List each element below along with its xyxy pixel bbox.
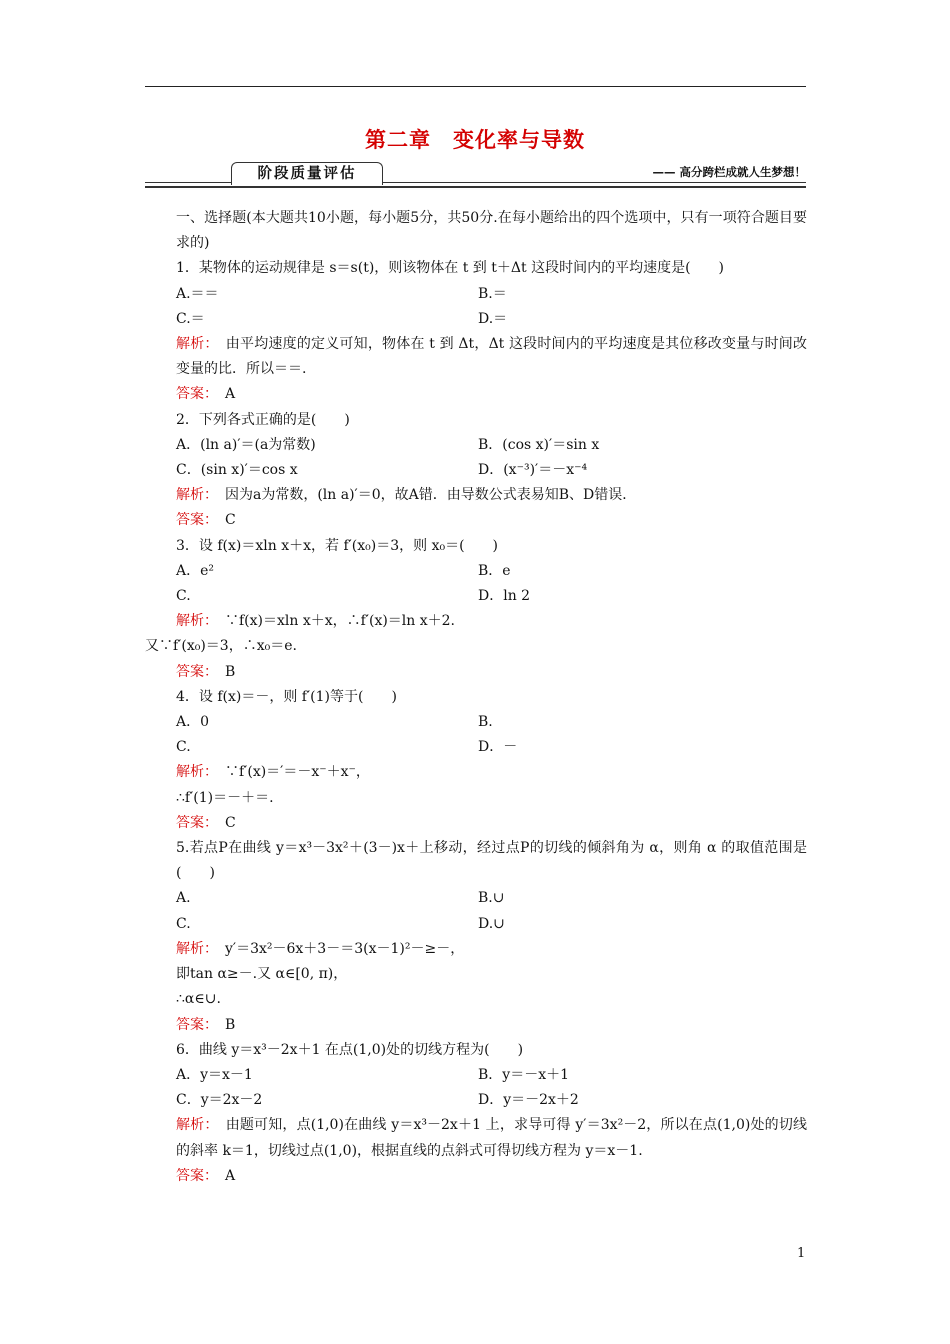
- page-number: 1: [797, 1246, 806, 1261]
- q4-analysis: [145, 760, 807, 785]
- q2-option-d: D．(x⁻³)′＝－x⁻⁴: [478, 462, 588, 479]
- header-rule: [145, 86, 806, 87]
- q3-analysis-line2: 又∵f′(x₀)＝3，∴x₀＝e.: [145, 638, 297, 655]
- q3-options-cd: [145, 584, 807, 609]
- analysis-label: 解析：: [176, 336, 212, 353]
- answer-label: 答案：: [176, 512, 211, 529]
- q1-stem: 1．某物体的运动规律是 s＝s(t)，则该物体在 t 到 t＋Δt 这段时间内的平均速度是( ): [176, 260, 724, 277]
- q1-options-ab: [145, 282, 807, 307]
- q1-option-b: B.＝: [478, 285, 507, 302]
- q5-options-ab: [145, 886, 807, 911]
- q4-option-c: C.: [176, 739, 191, 756]
- banner-slogan: —— 高分跨栏成就人生梦想！: [652, 165, 806, 179]
- q6-analysis: [145, 1113, 807, 1163]
- q2-analysis-text: 因为a为常数，(ln a)′＝0，故A错．由导数公式表易知B、D错误．: [211, 487, 637, 504]
- q6-stem: 6．曲线 y＝x³－2x＋1 在点(1,0)处的切线方程为( ): [176, 1041, 524, 1058]
- q3-option-c: C.: [176, 588, 191, 605]
- q3-option-d: D．ln 2: [478, 588, 531, 605]
- answer-label: 答案：: [176, 663, 211, 680]
- q2-option-a: A．(ln a)′＝(a为常数): [176, 436, 316, 453]
- q4-options-cd: [145, 735, 807, 760]
- q6-options-cd: [145, 1088, 807, 1113]
- q6-option-c: C．y＝2x－2: [176, 1092, 263, 1109]
- q2-option-c: C．(sin x)′＝cos x: [176, 462, 298, 479]
- q3-option-a: A．e²: [176, 562, 215, 579]
- q4-analysis-text: ∵f′(x)＝′＝－x⁻＋x⁻，: [211, 764, 370, 781]
- answer-label: 答案：: [176, 386, 211, 403]
- q5-analysis: [145, 937, 807, 962]
- q2-option-b: B．(cos x)′＝sin x: [478, 436, 600, 453]
- q3-answer: [145, 660, 807, 685]
- q5-option-c: C.: [176, 915, 191, 932]
- q3-answer-value: B: [211, 663, 236, 680]
- q6-option-a: A．y＝x－1: [176, 1066, 253, 1083]
- q2-options-cd: [145, 458, 807, 483]
- q4-option-b: B.: [478, 714, 493, 731]
- q1-analysis-text: 由平均速度的定义可知，物体在 t 到 Δt，Δt 这段时间内的平均速度是其位移改变量与时间改变量的比．所以＝＝.: [176, 336, 807, 378]
- q5-option-b: B.∪: [478, 890, 505, 907]
- analysis-label: 解析：: [176, 487, 211, 504]
- q1-option-c: C.＝: [176, 310, 205, 327]
- q5-analysis-line2: 即tan α≥－.又 α∈[0, π)，: [176, 966, 348, 983]
- q1-option-d: D.＝: [478, 310, 508, 327]
- q2-stem: 2．下列各式正确的是( ): [176, 411, 350, 428]
- q1-options-cd: [145, 307, 807, 332]
- q6-option-b: B．y＝－x＋1: [478, 1066, 569, 1083]
- q1-analysis: [145, 332, 807, 382]
- q5-option-a: A.: [176, 890, 191, 907]
- answer-label: 答案：: [176, 1016, 211, 1033]
- q6-option-d: D．y＝－2x＋2: [478, 1092, 579, 1109]
- analysis-label: 解析：: [176, 940, 211, 957]
- q3-stem: 3．设 f(x)＝xln x＋x，若 f′(x₀)＝3，则 x₀＝( ): [176, 537, 499, 554]
- q6-options-ab: [145, 1063, 807, 1088]
- q1-option-a: A.＝＝: [176, 285, 219, 302]
- analysis-label: 解析：: [176, 764, 211, 781]
- section-banner: [145, 160, 806, 190]
- q5-analysis-text: y′＝3x²－6x＋3－＝3(x－1)²－≥－，: [211, 940, 465, 957]
- q4-options-ab: [145, 710, 807, 735]
- answer-label: 答案：: [176, 1167, 211, 1184]
- q1-answer-value: A: [211, 386, 236, 403]
- q1-answer: [145, 382, 807, 407]
- q6-analysis-text: 由题可知，点(1,0)在曲线 y＝x³－2x＋1 上，求导可得 y′＝3x²－2，所以在点(1,0)处的切线的斜率 k＝1，切线过点(1,0)，根据直线的点斜式可得切线方程为 y＝x－1.: [176, 1117, 808, 1159]
- q5-analysis-line3: ∴α∈∪.: [176, 991, 221, 1008]
- q3-options-ab: [145, 559, 807, 584]
- q5-answer: [145, 1013, 807, 1038]
- q2-answer: [145, 508, 807, 533]
- section-intro: 一、选择题(本大题共10小题，每小题5分，共50分.在每小题给出的四个选项中，只有一项符合题目要求的): [176, 210, 807, 252]
- q3-analysis: [145, 609, 807, 634]
- q3-option-b: B．e: [478, 562, 511, 579]
- answer-label: 答案：: [176, 814, 211, 831]
- q5-options-cd: [145, 912, 807, 937]
- q6-answer-value: A: [211, 1167, 236, 1184]
- q2-answer-value: C: [211, 512, 236, 529]
- analysis-label: 解析：: [176, 1117, 212, 1134]
- q3-analysis-text: ∵f(x)＝xln x＋x，∴f′(x)＝ln x＋2.: [211, 613, 456, 630]
- q5-option-d: D.∪: [478, 915, 505, 932]
- q2-analysis: [145, 483, 807, 508]
- q5-answer-value: B: [211, 1016, 236, 1033]
- q4-answer: [145, 811, 807, 836]
- q4-option-a: A．0: [176, 714, 210, 731]
- chapter-title: 第二章 变化率与导数: [365, 128, 585, 152]
- q4-analysis-line2: ∴f′(1)＝－＋＝.: [176, 789, 274, 806]
- banner-tab: 阶段质量评估: [231, 162, 383, 185]
- analysis-label: 解析：: [176, 613, 211, 630]
- q4-option-d: D．－: [478, 739, 518, 756]
- document-body: [145, 206, 807, 1189]
- banner-rule-thick: [145, 186, 806, 188]
- q4-stem: 4．设 f(x)＝－，则 f′(1)等于( ): [176, 688, 397, 705]
- q2-options-ab: [145, 433, 807, 458]
- q5-stem: 5.若点P在曲线 y＝x³－3x²＋(3－)x＋上移动，经过点P的切线的倾斜角为 α，则角 α 的取值范围是( ): [176, 840, 807, 882]
- q4-answer-value: C: [211, 814, 236, 831]
- q6-answer: [145, 1164, 807, 1189]
